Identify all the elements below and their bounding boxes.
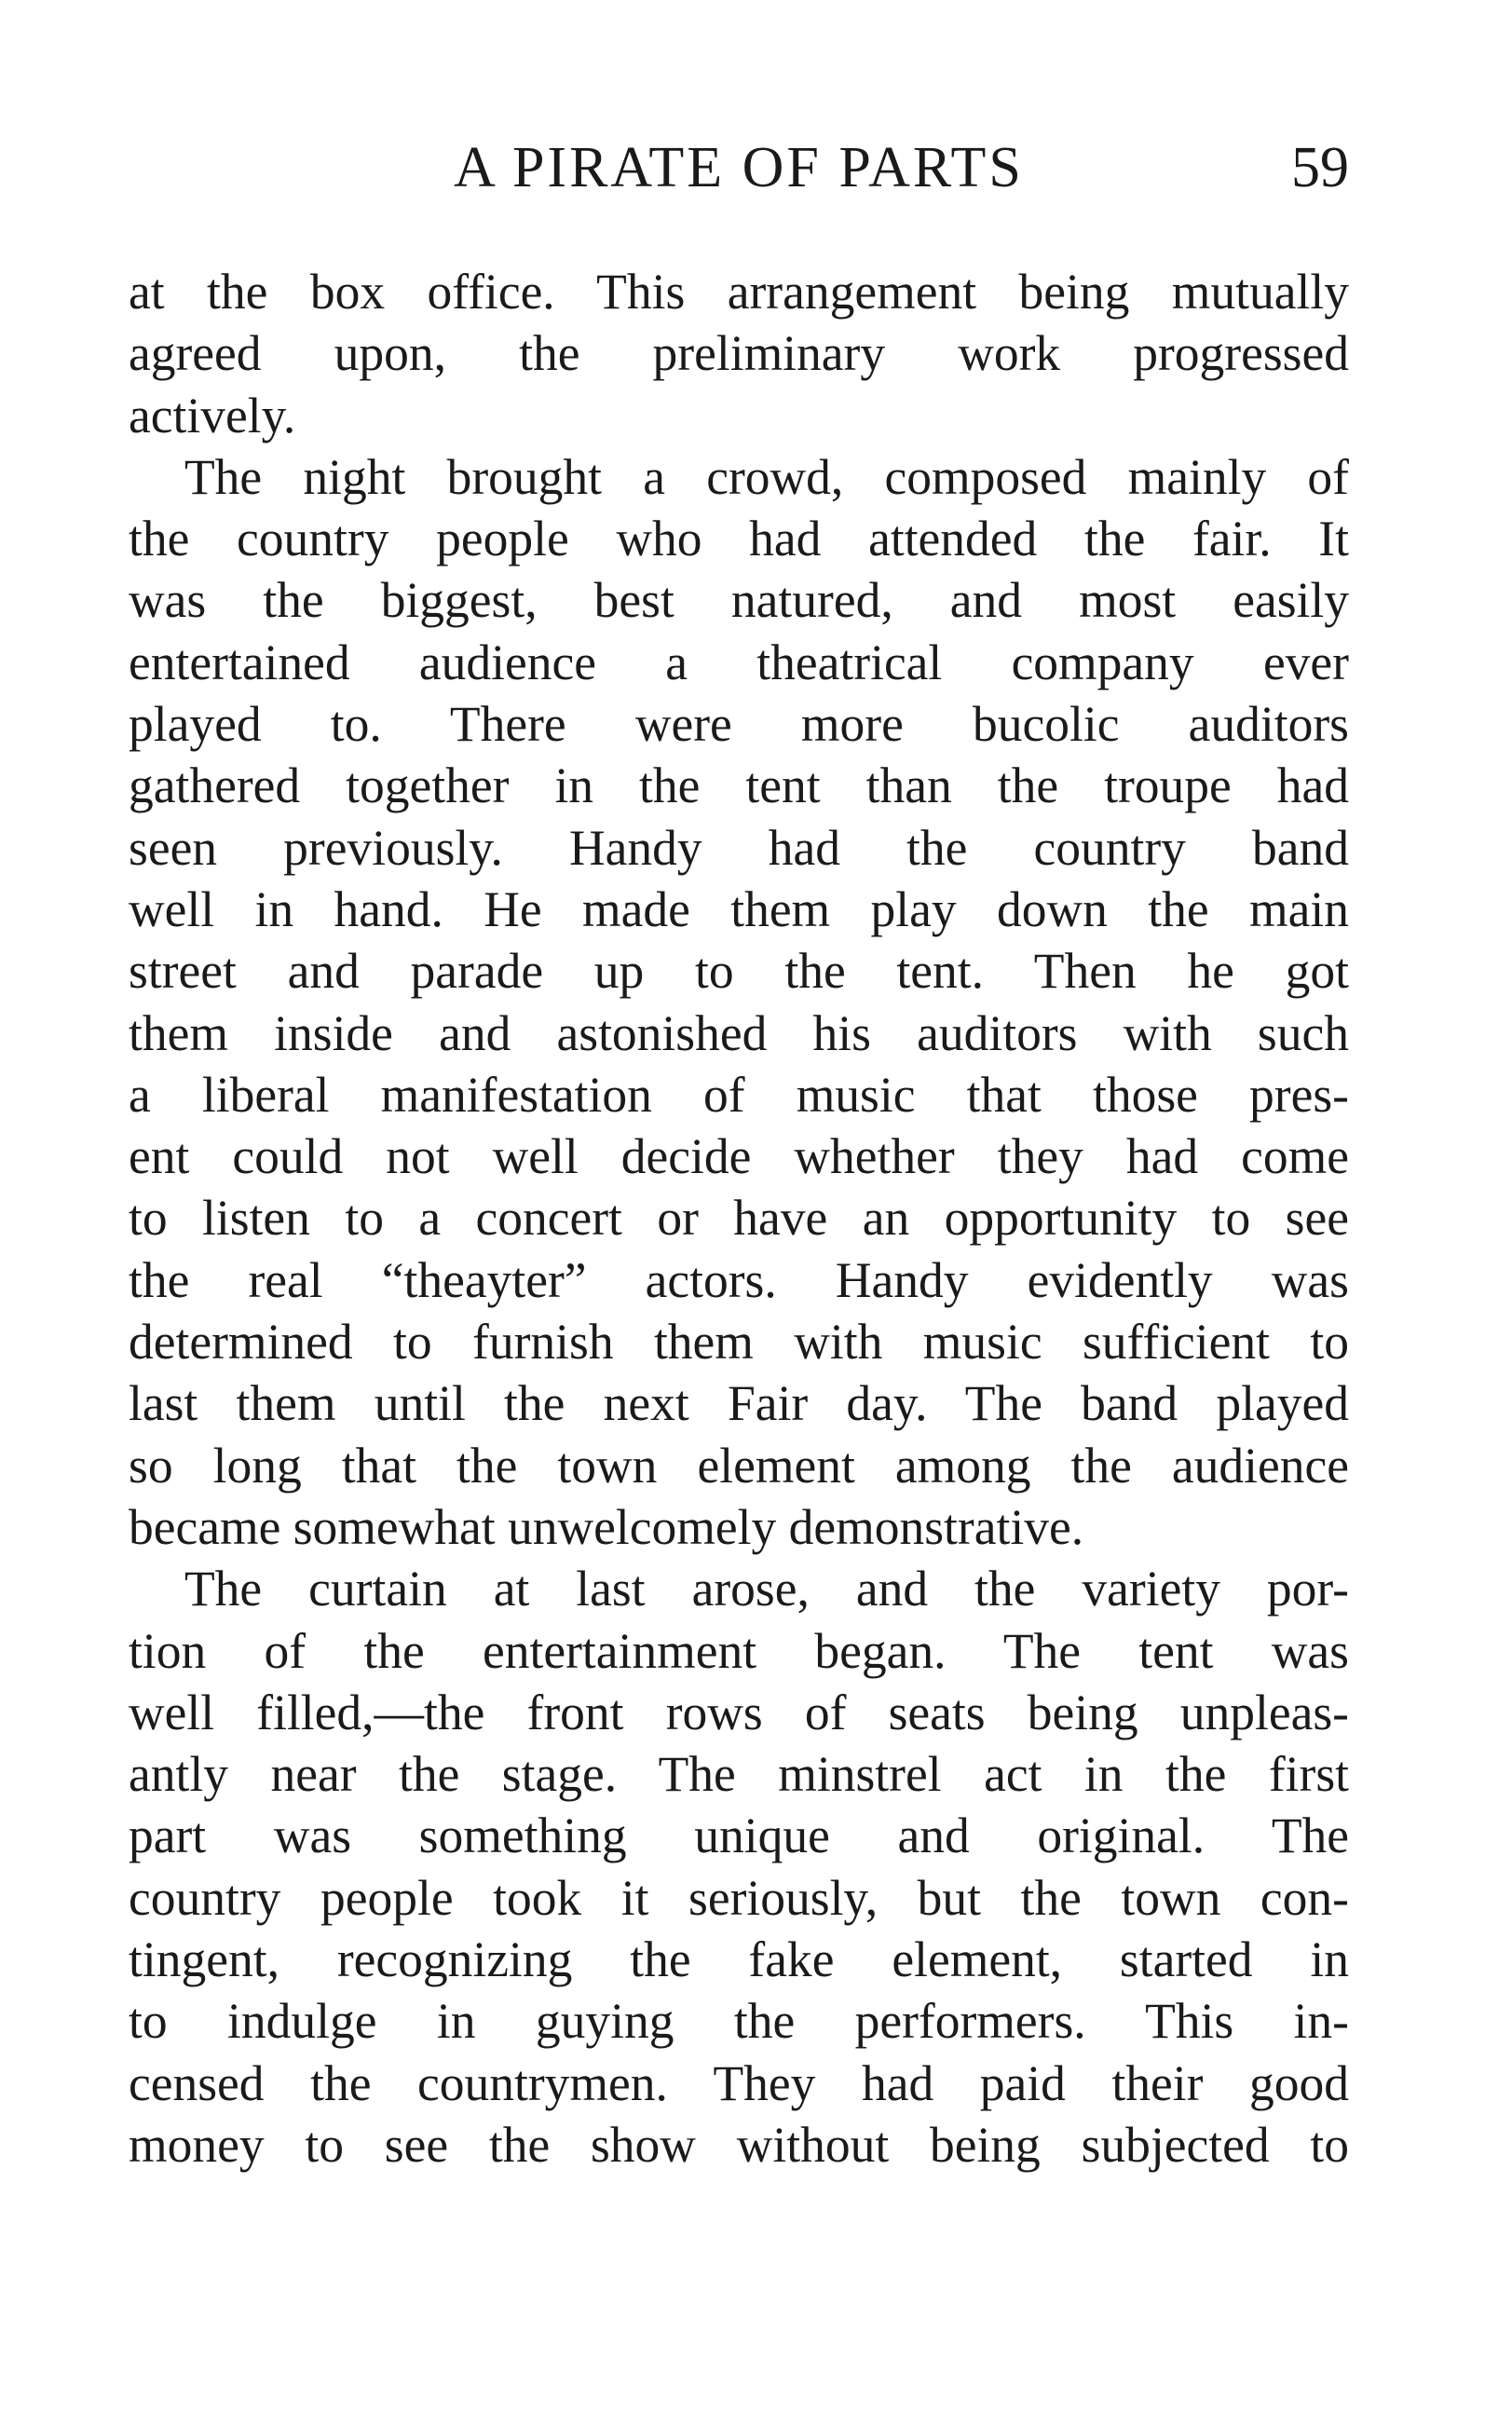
running-title: A PIRATE OF PARTS <box>454 136 1024 199</box>
text-line: the country people who had attended the fair. It <box>129 511 1349 567</box>
text-line: the real “theayter” actors. Handy evidently was <box>129 1251 1349 1308</box>
text-line: so long that the town element among the audience <box>129 1437 1349 1494</box>
text-line: them inside and astonished his auditors with such <box>129 1004 1349 1061</box>
text-line: ent could not well decide whether they had come <box>129 1128 1349 1185</box>
text-line: entertained audience a theatrical company ever <box>129 634 1349 690</box>
running-head <box>129 130 1349 205</box>
text-line: The curtain at last arose, and the variety por- <box>184 1561 1349 1617</box>
paragraph <box>129 446 1349 1558</box>
text-line: The night brought a crowd, composed mainly of <box>184 448 1349 505</box>
text-line: seen previously. Handy had the country band <box>129 819 1349 876</box>
page-number: 59 <box>1291 136 1349 199</box>
text-line: was the biggest, best natured, and most easily <box>129 572 1349 629</box>
text-line: part was something unique and original. The <box>129 1808 1349 1864</box>
text-line: country people took it seriously, but the town con- <box>129 1869 1349 1926</box>
text-line: money to see the show without being subjected to <box>129 2116 1349 2173</box>
text-line: censed the countrymen. They had paid their good <box>129 2054 1349 2111</box>
text-line: to listen to a concert or have an opportunity to see <box>129 1190 1349 1247</box>
text-line: a liberal manifestation of music that those pres- <box>129 1066 1349 1123</box>
text-line: tion of the entertainment began. The tent was <box>129 1622 1349 1679</box>
paragraph <box>129 1558 1349 2176</box>
text-line: well filled,—the front rows of seats being unpleas- <box>129 1684 1349 1740</box>
text-line: became somewhat unwelcomely demonstrative. <box>129 1498 1084 1555</box>
text-line: well in hand. He made them play down the main <box>129 880 1349 937</box>
text-line: tingent, recognizing the fake element, started in <box>129 1931 1349 1988</box>
text-line: street and parade up to the tent. Then he got <box>129 943 1349 1000</box>
text-line: gathered together in the tent than the troupe had <box>129 757 1349 814</box>
text-line: actively. <box>129 387 296 443</box>
body-text <box>129 261 1349 2176</box>
text-line: last them until the next Fair day. The band played <box>129 1375 1349 1432</box>
text-line: played to. There were more bucolic auditors <box>129 696 1349 753</box>
paragraph <box>129 261 1349 446</box>
text-line: to indulge in guying the performers. This in- <box>129 1993 1349 2050</box>
text-line: agreed upon, the preliminary work progressed <box>129 325 1349 382</box>
text-line: determined to furnish them with music sufficient to <box>129 1314 1349 1371</box>
text-line: at the box office. This arrangement being mutually <box>129 264 1349 320</box>
text-line: antly near the stage. The minstrel act in the first <box>129 1746 1349 1803</box>
